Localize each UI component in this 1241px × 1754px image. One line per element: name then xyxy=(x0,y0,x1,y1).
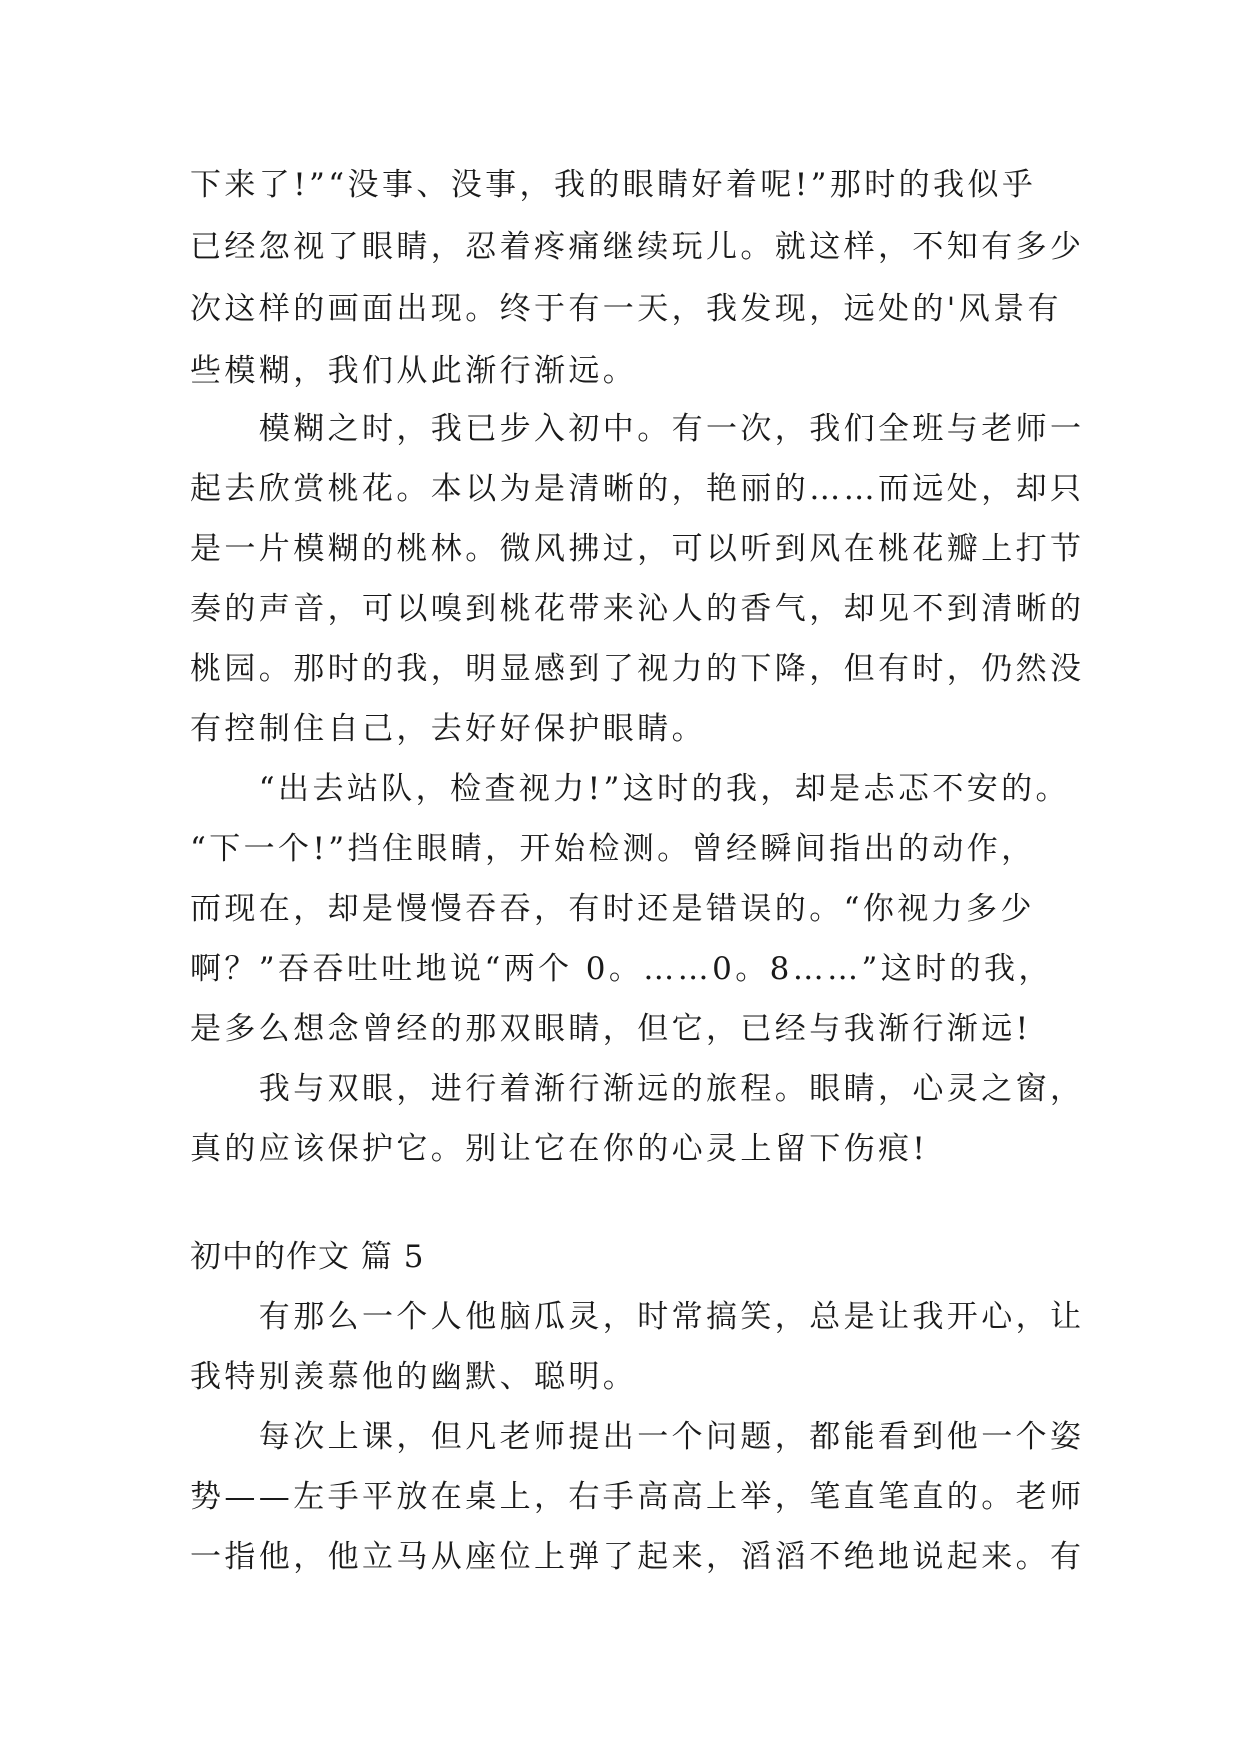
text-line: 起去欣赏桃花。本以为是清晰的，艳丽的……而远处，却只 xyxy=(190,471,1085,507)
text-line: 真的应该保护它。别让它在你的心灵上留下伤痕! xyxy=(190,1131,929,1167)
text-line: “下一个!”挡住眼睛，开始检测。曾经瞬间指出的动作， xyxy=(190,831,1036,867)
text-line: 我特别羡慕他的幽默、聪明。 xyxy=(190,1359,638,1395)
text-line: 是一片模糊的桃林。微风拂过，可以听到风在桃花瓣上打节 xyxy=(190,531,1085,567)
text-line: “出去站队，检查视力!”这时的我，却是忐忑不安的。 xyxy=(190,771,1070,807)
text-line: 有控制住自己，去好好保护眼睛。 xyxy=(190,711,706,747)
text-line: 奏的声音，可以嗅到桃花带来沁人的香气，却见不到清晰的 xyxy=(190,591,1085,627)
text-line: 有那么一个人他脑瓜灵，时常搞笑，总是让我开心，让 xyxy=(190,1299,1085,1335)
text-line: 模糊之时，我已步入初中。有一次，我们全班与老师一 xyxy=(190,411,1085,447)
text-line: 势——左手平放在桌上，右手高高上举，笔直笔直的。老师 xyxy=(190,1479,1085,1515)
text-line: 是多么想念曾经的那双眼睛，但它，已经与我渐行渐远! xyxy=(190,1011,1032,1047)
text-line: 每次上课，但凡老师提出一个问题，都能看到他一个姿 xyxy=(190,1419,1085,1455)
text-line: 次这样的画面出现。终于有一天，我发现，远处的'风景有 xyxy=(190,291,1062,327)
text-line: 啊？”吞吞吐吐地说“两个 0。……0。8……”这时的我， xyxy=(190,951,1053,987)
text-line: 桃园。那时的我，明显感到了视力的下降，但有时，仍然没 xyxy=(190,651,1085,687)
text-line: 而现在，却是慢慢吞吞，有时还是错误的。“你视力多少 xyxy=(190,891,1035,927)
section-heading: 初中的作文 篇 5 xyxy=(190,1239,425,1275)
text-line: 一指他，他立马从座位上弹了起来，滔滔不绝地说起来。有 xyxy=(190,1539,1085,1575)
text-line: 下来了!”“没事、没事，我的眼睛好着呢!”那时的我似乎 xyxy=(190,167,1037,203)
text-line: 我与双眼，进行着渐行渐远的旅程。眼睛，心灵之窗， xyxy=(190,1071,1085,1107)
text-line: 些模糊，我们从此渐行渐远。 xyxy=(190,353,638,389)
text-line: 已经忽视了眼睛，忍着疼痛继续玩儿。就这样，不知有多少 xyxy=(190,229,1085,265)
